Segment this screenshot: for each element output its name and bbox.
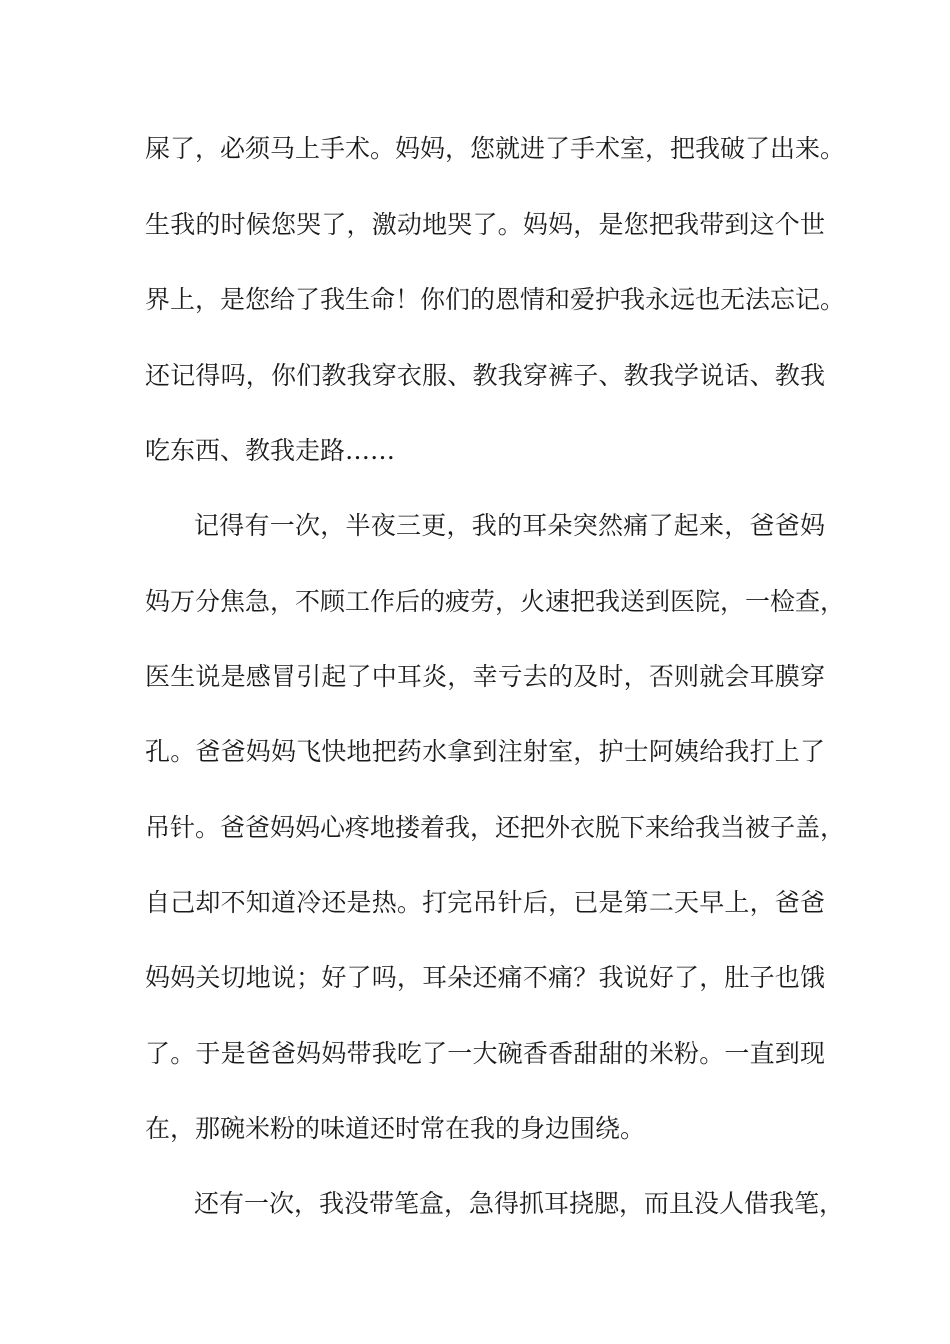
paragraph-first-line: 还有一次，我没带笔盒，急得抓耳挠腮，而且没人借我笔，	[194, 1189, 845, 1218]
text-line: 医生说是感冒引起了中耳炎，幸亏去的及时，否则就会耳膜穿	[145, 662, 825, 691]
text-line: 了。于是爸爸妈妈带我吃了一大碗香香甜甜的米粉。一直到现	[145, 1039, 825, 1068]
text-line: 吃东西、教我走路……	[145, 436, 396, 465]
text-line: 生我的时候您哭了，激动地哭了。妈妈，是您把我带到这个世	[145, 210, 825, 239]
text-line: 在，那碗米粉的味道还时常在我的身边围绕。	[145, 1114, 646, 1143]
text-line: 自己却不知道冷还是热。打完吊针后，已是第二天早上，爸爸	[145, 888, 825, 917]
text-line: 妈万分焦急，不顾工作后的疲劳，火速把我送到医院，一检查，	[145, 587, 846, 616]
text-line: 孔。爸爸妈妈飞快地把药水拿到注射室，护士阿姨给我打上了	[145, 737, 825, 766]
text-line: 界上，是您给了我生命！你们的恩情和爱护我永远也无法忘记。	[145, 285, 846, 314]
text-line: 屎了，必须马上手术。妈妈，您就进了手术室，把我破了出来。	[145, 134, 846, 163]
text-line: 还记得吗，你们教我穿衣服、教我穿裤子、教我学说话、教我	[145, 361, 825, 390]
text-line: 吊针。爸爸妈妈心疼地搂着我，还把外衣脱下来给我当被子盖，	[145, 813, 846, 842]
paragraph-first-line: 记得有一次，半夜三更，我的耳朵突然痛了起来，爸爸妈	[194, 511, 825, 540]
text-line: 妈妈关切地说；好了吗，耳朵还痛不痛？我说好了，肚子也饿	[145, 963, 825, 992]
